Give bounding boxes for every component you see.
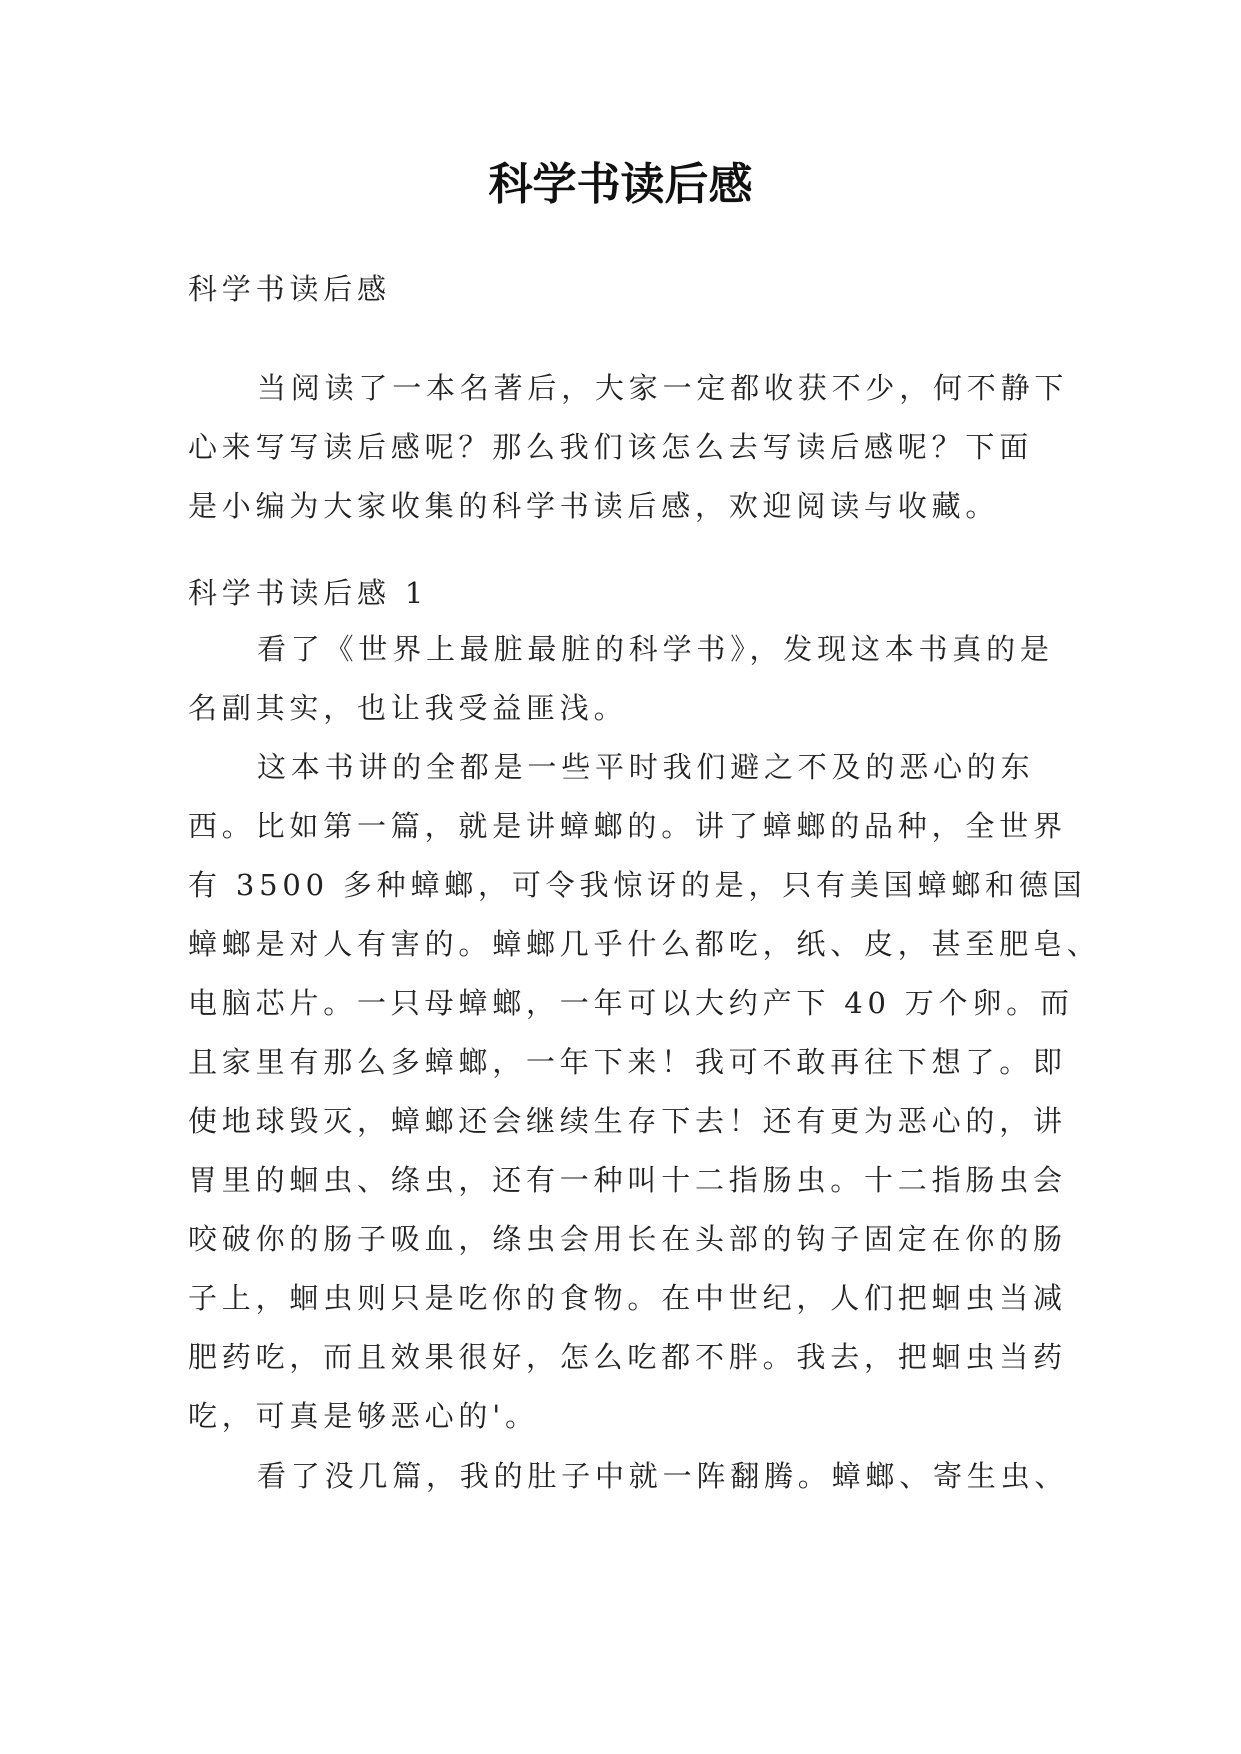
paragraph-line: 吃，可真是够恶心的'。 — [188, 1399, 539, 1433]
paragraph-line: 这本书讲的全都是一些平时我们避之不及的恶心的东 — [257, 750, 1035, 784]
body-paragraph-2 — [188, 738, 1101, 1446]
paragraph-line: 咬破你的肠子吸血，绦虫会用长在头部的钩子固定在你的肠 — [188, 1222, 1067, 1256]
paragraph-line: 蟑螂是对人有害的。蟑螂几乎什么都吃，纸、皮，甚至肥皂、 — [188, 927, 1101, 961]
body-paragraph-3 — [188, 1447, 1069, 1506]
paragraph-line: 胃里的蛔虫、绦虫，还有一种叫十二指肠虫。十二指肠虫会 — [188, 1163, 1067, 1197]
paragraph-line: 使地球毁灭，蟑螂还会继续生存下去！还有更为恶心的，讲 — [188, 1104, 1067, 1138]
subtitle-line: 科学书读后感 — [188, 272, 391, 306]
paragraph-line: 看了《世界上最脏最脏的科学书》，发现这本书真的是 — [257, 632, 1054, 666]
section-heading — [188, 564, 1052, 623]
paragraph-line: 电脑芯片。一只母蟑螂，一年可以大约产下 40 万个卵。而 — [188, 986, 1074, 1020]
body-paragraph-1 — [188, 620, 1052, 738]
paragraph-line: 有 3500 多种蟑螂，可令我惊讶的是，只有美国蟑螂和德国 — [188, 868, 1087, 902]
document-subtitle — [188, 260, 1052, 319]
paragraph-line: 且家里有那么多蟑螂，一年下来！我可不敢再往下想了。即 — [188, 1045, 1067, 1079]
paragraph-line: 名副其实，也让我受益匪浅。 — [188, 691, 628, 725]
paragraph-line: 肥药吃，而且效果很好，怎么吃都不胖。我去，把蛔虫当药 — [188, 1340, 1067, 1374]
intro-line: 心来写写读后感呢？那么我们该怎么去写读后感呢？下面 — [188, 430, 1034, 464]
paragraph-line: 子上，蛔虫则只是吃你的食物。在中世纪，人们把蛔虫当减 — [188, 1281, 1067, 1315]
intro-paragraph — [188, 359, 1069, 536]
intro-line: 当阅读了一本名著后，大家一定都收获不少，何不静下 — [257, 371, 1069, 405]
paragraph-line: 西。比如第一篇，就是讲蟑螂的。讲了蟑螂的品种，全世界 — [188, 809, 1067, 843]
section-heading-text: 科学书读后感 1 — [188, 576, 429, 610]
intro-line: 是小编为大家收集的科学书读后感，欢迎阅读与收藏。 — [188, 489, 1000, 523]
paragraph-line: 看了没几篇，我的肚子中就一阵翻腾。蟑螂、寄生虫、 — [257, 1459, 1069, 1493]
document-title: 科学书读后感 — [488, 159, 753, 210]
